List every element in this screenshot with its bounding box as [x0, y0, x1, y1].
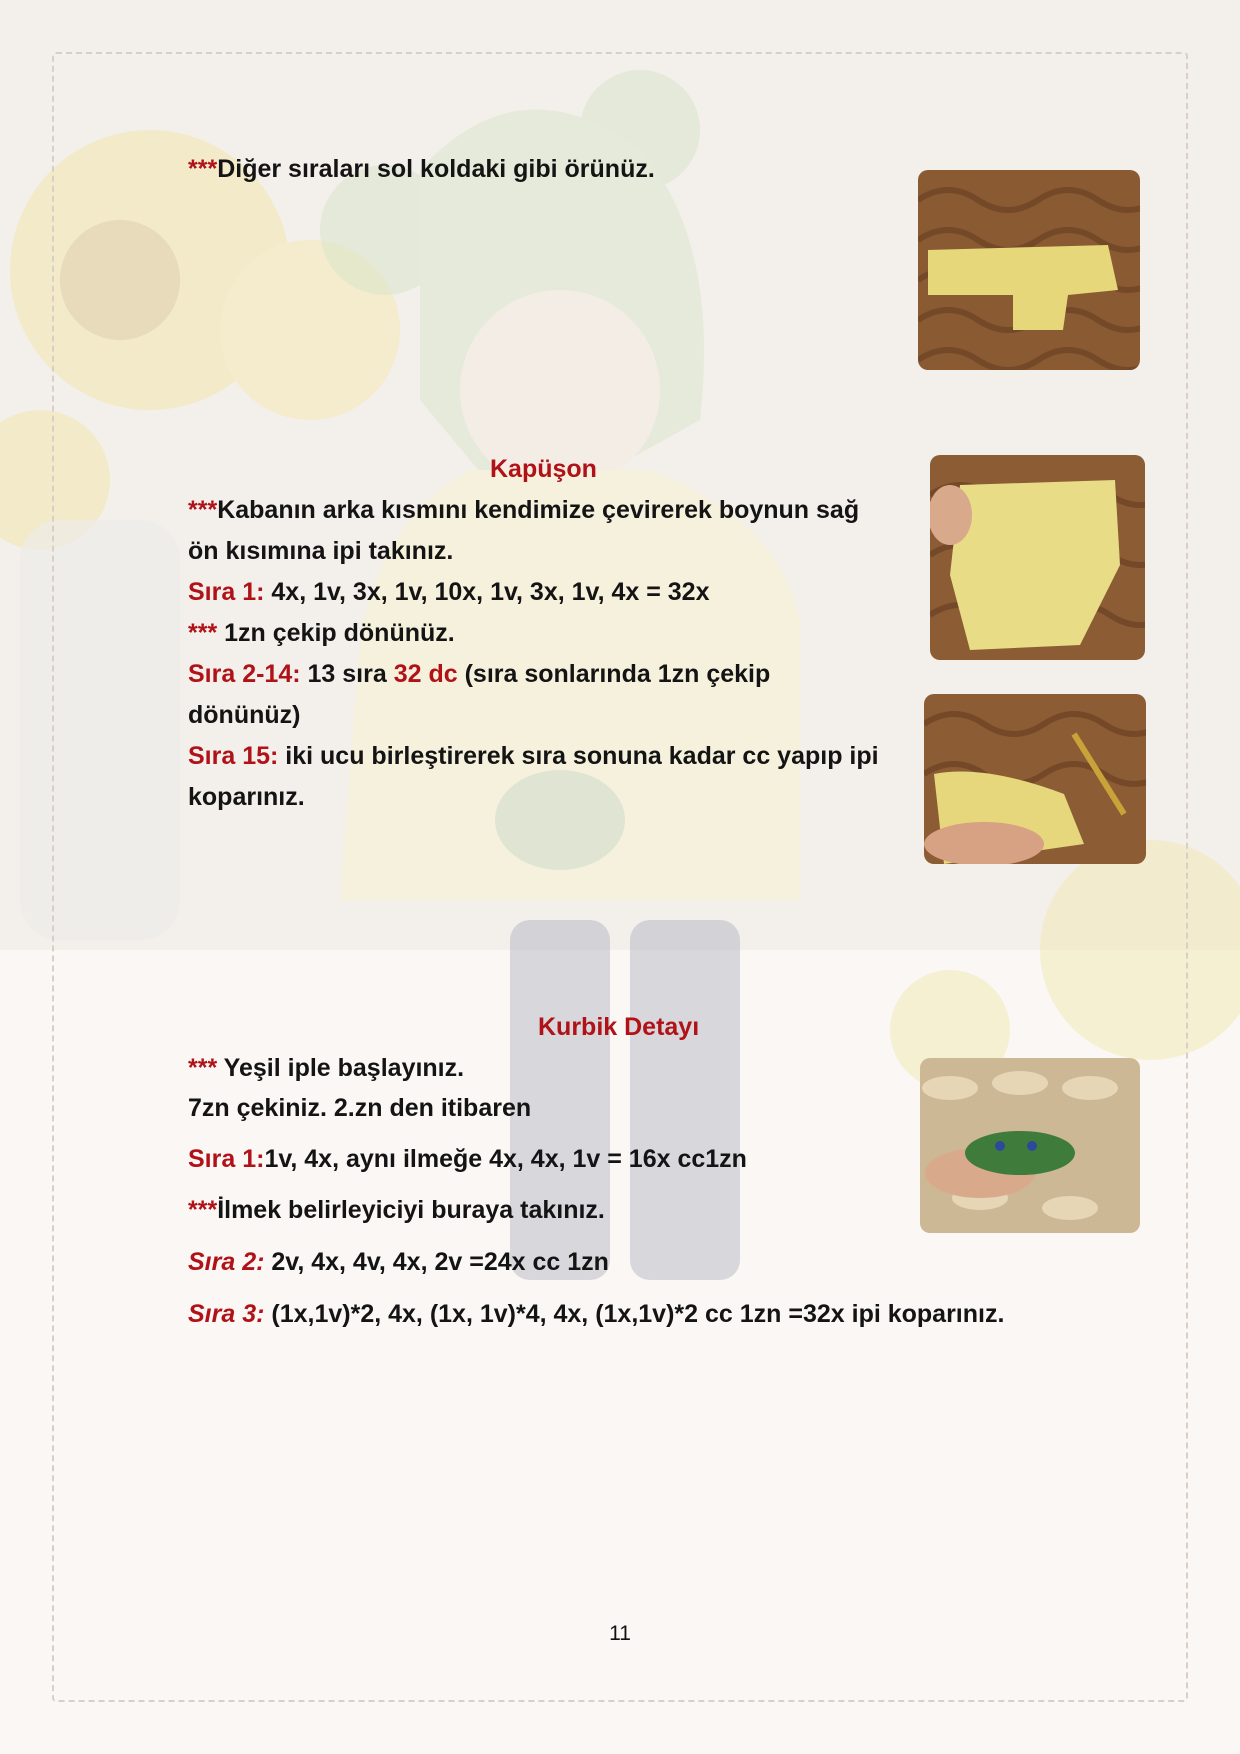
hood-row1 — [188, 575, 709, 609]
frog-marker-stars: *** — [188, 1196, 218, 1224]
frog-row3-text: (1x,1v)*2, 4x, (1x, 1v)*4, 4x, (1x,1v)*2 cc 1zn =32x ipi koparınız. — [264, 1300, 1005, 1328]
hood-row2-line2: dönünüz) — [188, 701, 301, 729]
hood-intro-line1 — [188, 493, 859, 527]
page-number: 11 — [609, 1622, 631, 1645]
photo-hood-join — [924, 694, 1146, 864]
photo-sleeve-on-basket — [918, 170, 1140, 370]
hood-row15-line2: koparınız. — [188, 783, 305, 811]
hood-row15 — [188, 739, 879, 773]
frog-row2-text: 2v, 4x, 4v, 4x, 2v =24x cc 1zn — [264, 1248, 609, 1276]
intro-line — [188, 152, 655, 186]
frog-marker — [188, 1193, 605, 1227]
intro-text: Diğer sıraları sol koldaki gibi örünüz. — [217, 155, 655, 183]
photo-frog-detail — [920, 1058, 1140, 1233]
hood-row1-label: Sıra 1: — [188, 578, 265, 606]
hood-note — [188, 616, 455, 650]
hood-row2-label: Sıra 2-14: — [188, 660, 301, 688]
frog-marker-text: İlmek belirleyiciyi buraya takınız. — [217, 1196, 605, 1224]
frog-start-stars: *** — [188, 1054, 218, 1082]
hood-intro-line2: ön kısımına ipi takınız. — [188, 537, 454, 565]
hood-row15-text: iki ucu birleştirerek sıra sonuna kadar cc yapıp ipi — [278, 742, 879, 770]
hood-row1-text: 4x, 1v, 3x, 1v, 10x, 1v, 3x, 1v, 4x = 32x — [264, 578, 710, 606]
hood-row2-highlight: 32 dc — [393, 660, 458, 688]
frog-start-text: Yeşil iple başlayınız. — [217, 1054, 465, 1082]
frog-row1-label: Sıra 1: — [188, 1145, 265, 1173]
frog-row2 — [188, 1245, 609, 1279]
frog-row3 — [188, 1297, 1004, 1331]
frog-row3-label: Sıra 3: — [188, 1300, 265, 1328]
hood-heading: Kapüşon — [490, 455, 597, 483]
hood-row2-text-a: 13 sıra — [300, 660, 394, 688]
hood-row2 — [188, 657, 770, 691]
frog-row1-text: 1v, 4x, aynı ilmeğe 4x, 4x, 1v = 16x cc1zn — [264, 1145, 747, 1173]
hood-note-text: 1zn çekip dönünüz. — [217, 619, 455, 647]
hood-intro-stars: *** — [188, 496, 218, 524]
frog-start — [188, 1051, 464, 1085]
hood-intro-text1: Kabanın arka kısmını kendimize çevirerek boynun sağ — [217, 496, 860, 524]
hood-note-stars: *** — [188, 619, 218, 647]
frog-row2-label: Sıra 2: — [188, 1248, 265, 1276]
hood-row15-label: Sıra 15: — [188, 742, 279, 770]
hood-row2-text-b: (sıra sonlarında 1zn çekip — [457, 660, 771, 688]
intro-stars: *** — [188, 155, 218, 183]
frog-chain: 7zn çekiniz. 2.zn den itibaren — [188, 1094, 532, 1122]
frog-heading: Kurbik Detayı — [538, 1013, 700, 1041]
photo-hood-start — [930, 455, 1145, 660]
frog-row1 — [188, 1142, 747, 1176]
